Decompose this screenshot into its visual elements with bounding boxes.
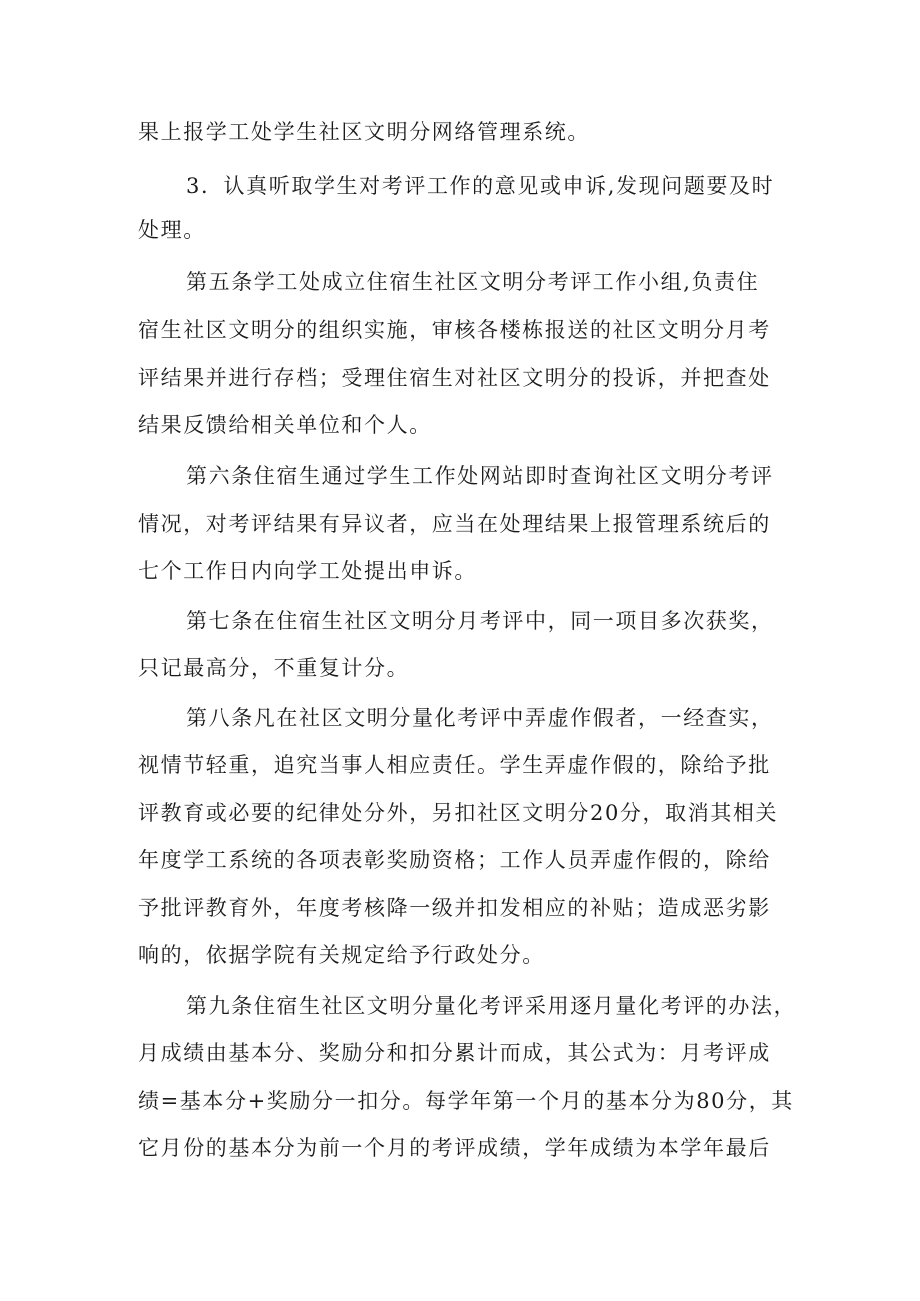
text-line: 第六条住宿生通过学生工作处网站即时查询社区文明分考评	[186, 464, 774, 488]
text-line: 月成绩由基本分、奖励分和扣分累计而成，其公式为：月考评成	[138, 1041, 771, 1065]
text-line: 七个工作日内向学工处提出申诉。	[138, 559, 477, 583]
text-line: 第九条住宿生社区文明分量化考评采用逐月量化考评的办法，	[186, 994, 797, 1018]
text-line: 视情节轻重，追究当事人相应责任。学生弄虚作假的，除给予批	[138, 753, 771, 777]
text-line: 年度学工系统的各项表彰奖励资格；工作人员弄虚作假的，除给	[138, 848, 771, 872]
text-line: 宿生社区文明分的组织实施，审核各楼栋报送的社区文明分月考	[138, 318, 771, 342]
text-line: 果上报学工处学生社区文明分网络管理系统。	[138, 120, 590, 144]
text-line: 结果反馈给相关单位和个人。	[138, 413, 432, 437]
text-line: 评结果并进行存档；受理住宿生对社区文明分的投诉，并把查处	[138, 366, 771, 390]
text-line: 3．认真听取学生对考评工作的意见或申诉,发现问题要及时	[186, 174, 775, 198]
text-line: 情况，对考评结果有异议者，应当在处理结果上报管理系统后的	[138, 512, 771, 536]
text-line: 响的，依据学院有关规定给予行政处分。	[138, 943, 545, 967]
text-line: 第八条凡在社区文明分量化考评中弄虚作假者，一经查实，	[186, 706, 774, 730]
text-line: 它月份的基本分为前一个月的考评成绩，学年成绩为本学年最后	[138, 1136, 771, 1160]
text-line: 第七条在住宿生社区文明分月考评中，同一项目多次获奖，	[186, 609, 774, 633]
text-line: 予批评教育外，年度考核降一级并扣发相应的补贴；造成恶劣影	[138, 896, 771, 920]
text-line: 只记最高分，不重复计分。	[138, 656, 410, 680]
text-line: 处理。	[138, 218, 206, 242]
text-line: 评教育或必要的纪律处分外，另扣社区文明分20分，取消其相关	[138, 801, 779, 825]
text-line: 绩=基本分+奖励分一扣分。每学年第一个月的基本分为80分，其	[138, 1089, 794, 1113]
text-line: 第五条学工处成立住宿生社区文明分考评工作小组,负责住	[186, 270, 760, 294]
